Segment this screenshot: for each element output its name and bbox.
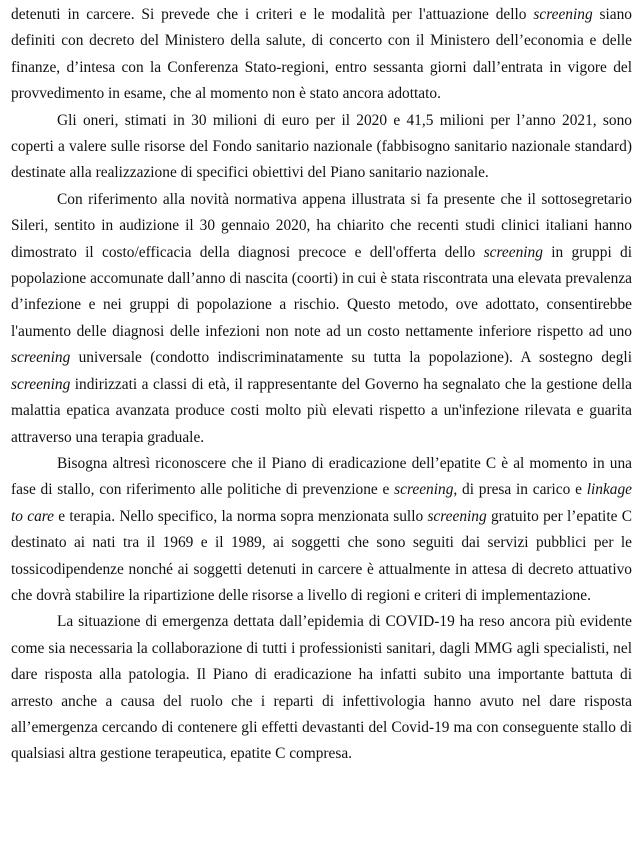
paragraph bbox=[11, 609, 632, 767]
text-run-italic: screening bbox=[427, 507, 487, 525]
text-run: La situazione di emergenza dettata dall’epidemia di COVID-19 ha reso ancora più evidente come sia necessaria la collaborazione di tutti i professionisti sanitari, dagli MMG agli specialisti, nel dare risposta alla patologia. Il Piano di eradicazione ha infatti subito una importante battuta di arresto anche a causa del ruolo che i reparti di infettivologia hanno avuto nel dare risposta all’emergenza cercando di contenere gli effetti devastanti del Covid-19 ma con conseguente stallo di qualsiasi altra gestione terapeutica, epatite C compresa. bbox=[11, 613, 632, 763]
paragraph bbox=[11, 108, 632, 187]
text-run: detenuti in carcere. Si prevede che i criteri e le modalità per l'attuazione dello bbox=[11, 6, 534, 23]
text-run: universale (condotto indiscriminatamente su tutta la popolazione). A sostegno degli bbox=[70, 349, 632, 367]
text-run-italic: screening bbox=[533, 6, 593, 23]
text-run-italic: screening bbox=[394, 481, 454, 499]
text-run: siano definiti con decreto del Ministero della salute, di concerto con il Ministero dell’economia e delle finanze, d’intesa con la Conferenza Stato-regioni, entro sessanta giorni dall’entrata in vigore del provvedimento in esame, che al momento non è stato ancora adottato. bbox=[11, 6, 632, 103]
text-run: e terapia. Nello specifico, la norma sopra menzionata sullo bbox=[54, 507, 428, 525]
paragraph bbox=[11, 451, 632, 609]
text-run-italic: screening bbox=[483, 243, 543, 261]
text-run: in gruppi di popolazione accomunate dall’anno di nascita (coorti) in cui è stata riscontrata una elevata prevalenza d’infezione e nei gruppi di popolazione a rischio. Questo metodo, ove adottato, consentirebbe l'aumento delle diagnosi delle infezioni non note ad un costo nettamente inferiore rispetto ad uno bbox=[11, 243, 633, 340]
paragraph bbox=[11, 2, 632, 108]
text-run: , di presa in carico e bbox=[453, 481, 587, 499]
text-run-italic: screening bbox=[11, 375, 71, 393]
text-run: Gli oneri, stimati in 30 milioni di euro per il 2020 e 41,5 milioni per l’anno 2021, sono coperti a valere sulle risorse del Fondo sanitario nazionale (fabbisogno sanitario nazionale standard) destinate alla realizzazione di specifici obiettivi del Piano sanitario nazionale. bbox=[11, 111, 632, 182]
text-run: Con riferimento alla novità normativa appena illustrata si fa presente che il sottosegretario Sileri, sentito in audizione il 30 gennaio 2020, ha chiarito che recenti studi clinici italiani hanno dimostrato il costo/efficacia della diagnosi precoce e dell'offerta dello bbox=[11, 190, 632, 261]
text-run-italic: linkage to care bbox=[11, 481, 633, 525]
text-run: gratuito per l’epatite C destinato ai nati tra il 1969 e il 1989, ai soggetti che sono seguiti dai servizi pubblici per le tossicodipendenze nonché ai soggetti detenuti in carcere è attualmente in attesa di decreto attuativo che dovrà stabilire la ripartizione delle risorse a livello di regioni e criteri di implementazione. bbox=[11, 507, 632, 604]
paragraph bbox=[11, 187, 632, 451]
text-run: Bisogna altresì riconoscere che il Piano di eradicazione dell’epatite C è al momento in una fase di stallo, con riferimento alle politiche di prevenzione e bbox=[11, 454, 632, 499]
text-run-italic: screening bbox=[11, 349, 71, 367]
text-run: indirizzati a classi di età, il rappresentante del Governo ha segnalato che la gestione della malattia epatica avanzata produce costi molto più elevati rispetto a un'infezione rilevata e guarita attraverso una terapia graduale. bbox=[11, 375, 632, 446]
